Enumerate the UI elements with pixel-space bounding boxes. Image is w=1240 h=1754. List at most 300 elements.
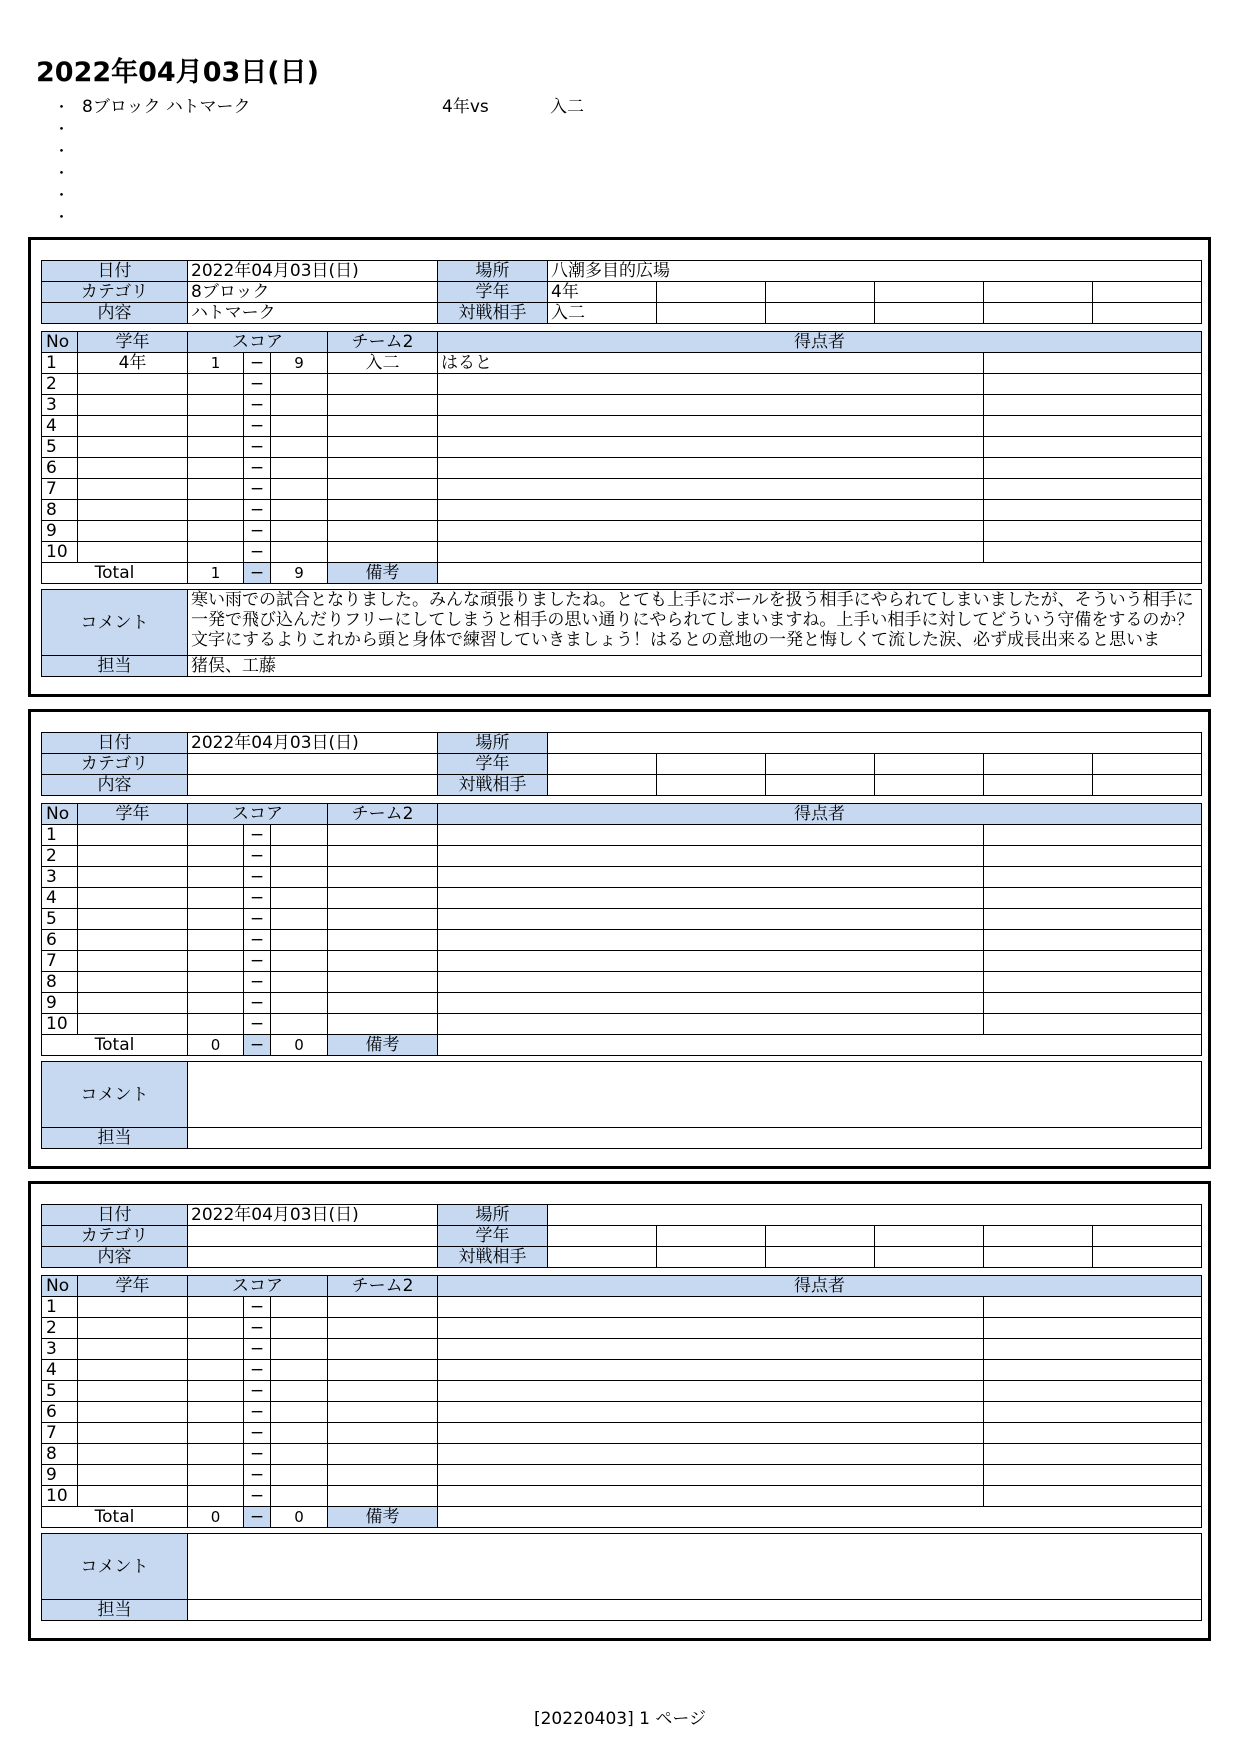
game-team2 [328, 993, 438, 1014]
remarks-value [438, 563, 1202, 584]
game-scorer-extra [984, 500, 1202, 521]
game-score2 [271, 395, 328, 416]
info-row-date [42, 1205, 1202, 1226]
opponent-extra-cell [766, 775, 875, 796]
game-no: 4 [42, 888, 78, 909]
opponent-extra-cell [657, 303, 766, 324]
game-score2 [271, 1014, 328, 1035]
game-scorer-extra [984, 437, 1202, 458]
game-grade [78, 500, 188, 521]
opponent-value [548, 775, 657, 796]
game-score2 [271, 500, 328, 521]
game-scorer-extra [984, 458, 1202, 479]
game-grade [78, 1318, 188, 1339]
opponent-extra-cell [875, 303, 984, 324]
game-scorer-extra [984, 951, 1202, 972]
info-row-date [42, 261, 1202, 282]
game-scorer [438, 951, 984, 972]
game-scorer [438, 1297, 984, 1318]
game-score2 [271, 888, 328, 909]
grade-extra-cell [766, 754, 875, 775]
grade-extra-cell [984, 754, 1093, 775]
game-team2 [328, 458, 438, 479]
game-team2 [328, 1318, 438, 1339]
game-team2 [328, 867, 438, 888]
game-no: 10 [42, 542, 78, 563]
game-scorer [438, 888, 984, 909]
game-scorer [438, 1423, 984, 1444]
comment-text [188, 1534, 1202, 1600]
remarks-label: 備考 [328, 1035, 438, 1056]
date-label: 日付 [42, 733, 188, 754]
game-no: 5 [42, 909, 78, 930]
game-scorer [438, 521, 984, 542]
game-score2 [271, 1381, 328, 1402]
game-dash: − [244, 479, 271, 500]
game-dash: − [244, 930, 271, 951]
game-scorer [438, 500, 984, 521]
game-grade [78, 825, 188, 846]
category-label: カテゴリ [42, 1226, 188, 1247]
game-scorer-extra [984, 353, 1202, 374]
opponent-extra-cell [984, 775, 1093, 796]
score-table [41, 1275, 1202, 1528]
table-row [42, 888, 1202, 909]
game-team2 [328, 909, 438, 930]
summary-empty-item [54, 118, 584, 140]
score-header: スコア [188, 332, 328, 353]
game-scorer-extra [984, 1318, 1202, 1339]
game-scorer-extra [984, 972, 1202, 993]
game-team2 [328, 1014, 438, 1035]
game-score1 [188, 846, 244, 867]
game-score1 [188, 458, 244, 479]
table-row [42, 1444, 1202, 1465]
game-scorer [438, 542, 984, 563]
game-grade [78, 374, 188, 395]
place-label: 場所 [438, 733, 548, 754]
grade-extra-cell [766, 1226, 875, 1247]
game-score2 [271, 930, 328, 951]
game-score1 [188, 1402, 244, 1423]
staff-label: 担当 [42, 1600, 188, 1621]
game-no: 2 [42, 846, 78, 867]
category-label: カテゴリ [42, 754, 188, 775]
game-score2 [271, 1297, 328, 1318]
content-label: 内容 [42, 303, 188, 324]
grade-extra-cell [657, 754, 766, 775]
scorer-header: 得点者 [438, 332, 1202, 353]
table-row [42, 521, 1202, 542]
game-team2 [328, 1486, 438, 1507]
game-team2 [328, 888, 438, 909]
table-row [42, 1318, 1202, 1339]
category-value [188, 754, 438, 775]
grade-extra-cell [1093, 754, 1202, 775]
game-scorer [438, 1444, 984, 1465]
score-header-row [42, 332, 1202, 353]
opponent-extra-cell [984, 1247, 1093, 1268]
info-row-category [42, 754, 1202, 775]
grade-value [548, 754, 657, 775]
game-dash: − [244, 500, 271, 521]
game-scorer-extra [984, 1486, 1202, 1507]
game-no: 3 [42, 395, 78, 416]
game-score2 [271, 542, 328, 563]
game-grade [78, 1402, 188, 1423]
game-scorer [438, 909, 984, 930]
table-row [42, 395, 1202, 416]
game-dash: − [244, 1381, 271, 1402]
info-row-content [42, 775, 1202, 796]
place-label: 場所 [438, 1205, 548, 1226]
grade-extra-cell [657, 282, 766, 303]
game-team2 [328, 1465, 438, 1486]
game-dash: − [244, 353, 271, 374]
total-score2: 9 [271, 563, 328, 584]
game-score2 [271, 993, 328, 1014]
game-scorer-extra [984, 888, 1202, 909]
table-row [42, 846, 1202, 867]
game-score2 [271, 1444, 328, 1465]
game-dash: − [244, 846, 271, 867]
match-card [28, 237, 1211, 697]
total-label: Total [42, 563, 188, 584]
game-scorer [438, 1402, 984, 1423]
table-row [42, 930, 1202, 951]
summary-category: 8ブロック ハトマーク [82, 97, 251, 117]
table-row [42, 1486, 1202, 1507]
game-score2 [271, 1486, 328, 1507]
table-row [42, 825, 1202, 846]
game-no: 7 [42, 479, 78, 500]
game-team2 [328, 500, 438, 521]
place-label: 場所 [438, 261, 548, 282]
place-value: 八潮多目的広場 [548, 261, 1202, 282]
game-scorer-extra [984, 909, 1202, 930]
grade-extra-cell [1093, 282, 1202, 303]
summary-grade: 4年vs [442, 97, 489, 117]
table-row [42, 1423, 1202, 1444]
game-no: 9 [42, 521, 78, 542]
game-dash: − [244, 825, 271, 846]
summary-opponent: 入二 [550, 97, 584, 117]
remarks-value [438, 1507, 1202, 1528]
game-scorer-extra [984, 542, 1202, 563]
summary-empty-item [54, 162, 584, 184]
score-table [41, 803, 1202, 1056]
table-row [42, 951, 1202, 972]
total-score2: 0 [271, 1035, 328, 1056]
opponent-label: 対戦相手 [438, 303, 548, 324]
game-scorer [438, 437, 984, 458]
game-dash: − [244, 458, 271, 479]
opponent-extra-cell [766, 303, 875, 324]
game-scorer-extra [984, 521, 1202, 542]
game-score1 [188, 1444, 244, 1465]
total-dash: − [244, 1507, 271, 1528]
game-grade [78, 437, 188, 458]
game-no: 1 [42, 825, 78, 846]
game-no: 5 [42, 1381, 78, 1402]
grade-header: 学年 [78, 1276, 188, 1297]
game-scorer-extra [984, 846, 1202, 867]
game-team2 [328, 825, 438, 846]
summary-empty-item [54, 140, 584, 162]
game-team2 [328, 374, 438, 395]
game-team2 [328, 846, 438, 867]
game-score2 [271, 825, 328, 846]
match-card [28, 1181, 1211, 1641]
table-row [42, 1402, 1202, 1423]
opponent-extra-cell [875, 775, 984, 796]
total-score1: 0 [188, 1035, 244, 1056]
grade-label: 学年 [438, 282, 548, 303]
opponent-extra-cell [984, 303, 1093, 324]
match-info-table [41, 1204, 1202, 1268]
game-dash: − [244, 1014, 271, 1035]
score-header-row [42, 1276, 1202, 1297]
game-grade [78, 479, 188, 500]
match-card-inner [41, 732, 1201, 1149]
table-row [42, 1339, 1202, 1360]
staff-value [188, 1600, 1202, 1621]
game-score1 [188, 1423, 244, 1444]
game-team2 [328, 395, 438, 416]
grade-extra-cell [984, 282, 1093, 303]
game-no: 9 [42, 993, 78, 1014]
game-scorer [438, 1465, 984, 1486]
total-row [42, 1035, 1202, 1056]
info-row-content [42, 1247, 1202, 1268]
game-team2: 入二 [328, 353, 438, 374]
date-label: 日付 [42, 261, 188, 282]
game-team2 [328, 1339, 438, 1360]
table-row [42, 416, 1202, 437]
game-scorer [438, 972, 984, 993]
game-grade [78, 1297, 188, 1318]
comment-row [42, 590, 1202, 656]
game-scorer [438, 1486, 984, 1507]
game-dash: − [244, 416, 271, 437]
game-scorer-extra [984, 867, 1202, 888]
game-dash: − [244, 972, 271, 993]
game-no: 7 [42, 1423, 78, 1444]
grade-extra-cell [657, 1226, 766, 1247]
game-grade [78, 909, 188, 930]
staff-value: 猪俣、工藤 [188, 656, 1202, 677]
game-score2 [271, 1465, 328, 1486]
match-info-table [41, 260, 1202, 324]
game-team2 [328, 437, 438, 458]
game-scorer [438, 1360, 984, 1381]
table-row [42, 500, 1202, 521]
game-no: 1 [42, 1297, 78, 1318]
grade-label: 学年 [438, 754, 548, 775]
game-grade [78, 888, 188, 909]
table-row [42, 867, 1202, 888]
game-dash: − [244, 909, 271, 930]
table-row [42, 993, 1202, 1014]
game-score2: 9 [271, 353, 328, 374]
game-grade [78, 1465, 188, 1486]
game-no: 8 [42, 972, 78, 993]
content-label: 内容 [42, 1247, 188, 1268]
staff-label: 担当 [42, 656, 188, 677]
date-value: 2022年04月03日(日) [188, 733, 438, 754]
opponent-extra-cell [766, 1247, 875, 1268]
date-value: 2022年04月03日(日) [188, 261, 438, 282]
game-scorer-extra [984, 374, 1202, 395]
game-scorer [438, 993, 984, 1014]
game-dash: − [244, 1465, 271, 1486]
comment-row [42, 1062, 1202, 1128]
game-scorer: はると [438, 353, 984, 374]
game-grade: 4年 [78, 353, 188, 374]
place-value [548, 733, 1202, 754]
game-scorer-extra [984, 1444, 1202, 1465]
page-footer: [20220403] 1 ページ [533, 1709, 707, 1729]
game-scorer [438, 846, 984, 867]
game-score1 [188, 521, 244, 542]
remarks-label: 備考 [328, 563, 438, 584]
total-score1: 1 [188, 563, 244, 584]
grade-extra-cell [875, 282, 984, 303]
game-no: 3 [42, 1339, 78, 1360]
game-scorer [438, 867, 984, 888]
staff-row [42, 656, 1202, 677]
game-score1 [188, 1014, 244, 1035]
game-score1 [188, 374, 244, 395]
game-scorer-extra [984, 1402, 1202, 1423]
game-scorer-extra [984, 825, 1202, 846]
table-row [42, 1297, 1202, 1318]
game-grade [78, 930, 188, 951]
score-header-row [42, 804, 1202, 825]
game-no: 7 [42, 951, 78, 972]
match-card-inner [41, 260, 1201, 677]
game-team2 [328, 521, 438, 542]
total-score1: 0 [188, 1507, 244, 1528]
game-score1 [188, 993, 244, 1014]
opponent-extra-cell [657, 1247, 766, 1268]
table-row [42, 353, 1202, 374]
game-no: 6 [42, 930, 78, 951]
category-value: 8ブロック [188, 282, 438, 303]
total-label: Total [42, 1507, 188, 1528]
grade-value: 4年 [548, 282, 657, 303]
opponent-label: 対戦相手 [438, 1247, 548, 1268]
game-grade [78, 1381, 188, 1402]
table-row [42, 479, 1202, 500]
game-grade [78, 951, 188, 972]
game-dash: − [244, 1402, 271, 1423]
game-score1 [188, 825, 244, 846]
game-no: 4 [42, 1360, 78, 1381]
game-team2 [328, 1423, 438, 1444]
game-scorer-extra [984, 479, 1202, 500]
score-body [42, 804, 1202, 1035]
game-scorer-extra [984, 930, 1202, 951]
game-score1 [188, 1339, 244, 1360]
game-scorer [438, 1318, 984, 1339]
content-value: ハトマーク [188, 303, 438, 324]
game-no: 1 [42, 353, 78, 374]
grade-extra-cell [984, 1226, 1093, 1247]
game-dash: − [244, 1444, 271, 1465]
total-row [42, 563, 1202, 584]
game-no: 9 [42, 1465, 78, 1486]
game-scorer-extra [984, 1465, 1202, 1486]
grade-extra-cell [766, 282, 875, 303]
game-score1 [188, 867, 244, 888]
remarks-label: 備考 [328, 1507, 438, 1528]
total-row [42, 1507, 1202, 1528]
opponent-extra-cell [875, 1247, 984, 1268]
opponent-label: 対戦相手 [438, 775, 548, 796]
comment-text [188, 1062, 1202, 1128]
total-score2: 0 [271, 1507, 328, 1528]
game-dash: − [244, 951, 271, 972]
staff-value [188, 1128, 1202, 1149]
game-no: 3 [42, 867, 78, 888]
game-dash: − [244, 1339, 271, 1360]
game-grade [78, 1444, 188, 1465]
game-team2 [328, 1381, 438, 1402]
game-team2 [328, 972, 438, 993]
table-row [42, 1381, 1202, 1402]
game-scorer-extra [984, 416, 1202, 437]
table-row [42, 909, 1202, 930]
grade-extra-cell [875, 1226, 984, 1247]
total-dash: − [244, 1035, 271, 1056]
game-score1 [188, 395, 244, 416]
game-grade [78, 1486, 188, 1507]
game-score1 [188, 1318, 244, 1339]
game-score2 [271, 1339, 328, 1360]
game-grade [78, 993, 188, 1014]
grade-value [548, 1226, 657, 1247]
info-row-content [42, 303, 1202, 324]
game-scorer [438, 930, 984, 951]
content-value [188, 775, 438, 796]
game-score2 [271, 846, 328, 867]
no-header: No [42, 332, 78, 353]
opponent-extra-cell [1093, 1247, 1202, 1268]
game-team2 [328, 1297, 438, 1318]
game-dash: − [244, 1297, 271, 1318]
game-dash: − [244, 993, 271, 1014]
grade-extra-cell [1093, 1226, 1202, 1247]
staff-row [42, 1600, 1202, 1621]
game-score1 [188, 500, 244, 521]
summary-empty-item [54, 184, 584, 206]
page-title: 2022年04月03日(日) [36, 57, 319, 88]
team2-header: チーム2 [328, 332, 438, 353]
game-grade [78, 521, 188, 542]
game-team2 [328, 951, 438, 972]
game-team2 [328, 542, 438, 563]
game-score1 [188, 1297, 244, 1318]
game-no: 2 [42, 374, 78, 395]
game-no: 4 [42, 416, 78, 437]
game-score2 [271, 458, 328, 479]
comment-label: コメント [42, 590, 188, 656]
game-score2 [271, 437, 328, 458]
game-score2 [271, 1402, 328, 1423]
score-body [42, 1276, 1202, 1507]
game-dash: − [244, 867, 271, 888]
